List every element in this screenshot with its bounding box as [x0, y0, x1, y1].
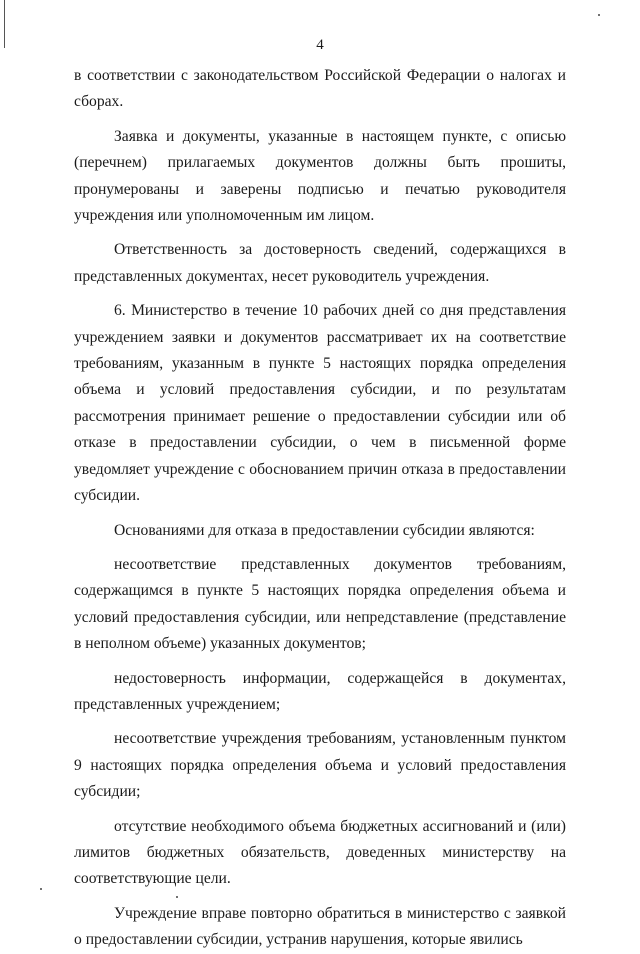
paragraph: Основаниями для отказа в предоставлении субсидии являются:: [114, 521, 535, 539]
scan-speck: [598, 14, 600, 16]
document-body: [74, 63, 566, 954]
paragraph: отсутствие необходимого объема бюджетных ассигнований и (или) лимитов бюджетных обязательств, доведенных министерству на соответствующие цели.: [74, 817, 566, 888]
paragraph: Заявка и документы, указанные в настоящем пункте, с описью (перечнем) прилагаемых документов должны быть прошиты, пронумерованы и заверены подписью и печатью руководителя учреждения или уполномоченным им лицом.: [74, 127, 566, 225]
paragraph: 6. Министерство в течение 10 рабочих дней со дня представления учреждением заявки и документов рассматривает их на соответствие требованиям, указанным в пункте 5 настоящих порядка определения объема и условий предоставления субсидии, и по результатам рассмотрения принимает решение о предоставлении субсидии или об отказе в предоставлении субсидии, о чем в письменной форме уведомляет учреждение с обоснованием причин отказа в предоставлении субсидии.: [74, 302, 566, 505]
paragraph: несоответствие представленных документов требованиям, содержащимся в пункте 5 настоящих порядка определения объема и условий предоставления субсидии, или непредставление (представление в неполном объеме) указанных документов;: [74, 555, 566, 653]
paragraph: недостоверность информации, содержащейся в документах, представленных учреждением;: [74, 669, 566, 713]
paragraph: в соответствии с законодательством Российской Федерации о налогах и сборах.: [74, 67, 566, 111]
page-number: 4: [316, 37, 324, 53]
paragraph: Учреждение вправе повторно обратиться в министерство с заявкой о предоставлении субсидии, устранив нарушения, которые явились: [74, 904, 566, 949]
paragraph: Ответственность за достоверность сведений, содержащихся в представленных документах, несет руководитель учреждения.: [74, 241, 566, 285]
paragraph: несоответствие учреждения требованиям, установленным пунктом 9 настоящих порядка определения объема и условий предоставления субсидии;: [74, 730, 566, 801]
scan-speck: [40, 888, 42, 890]
